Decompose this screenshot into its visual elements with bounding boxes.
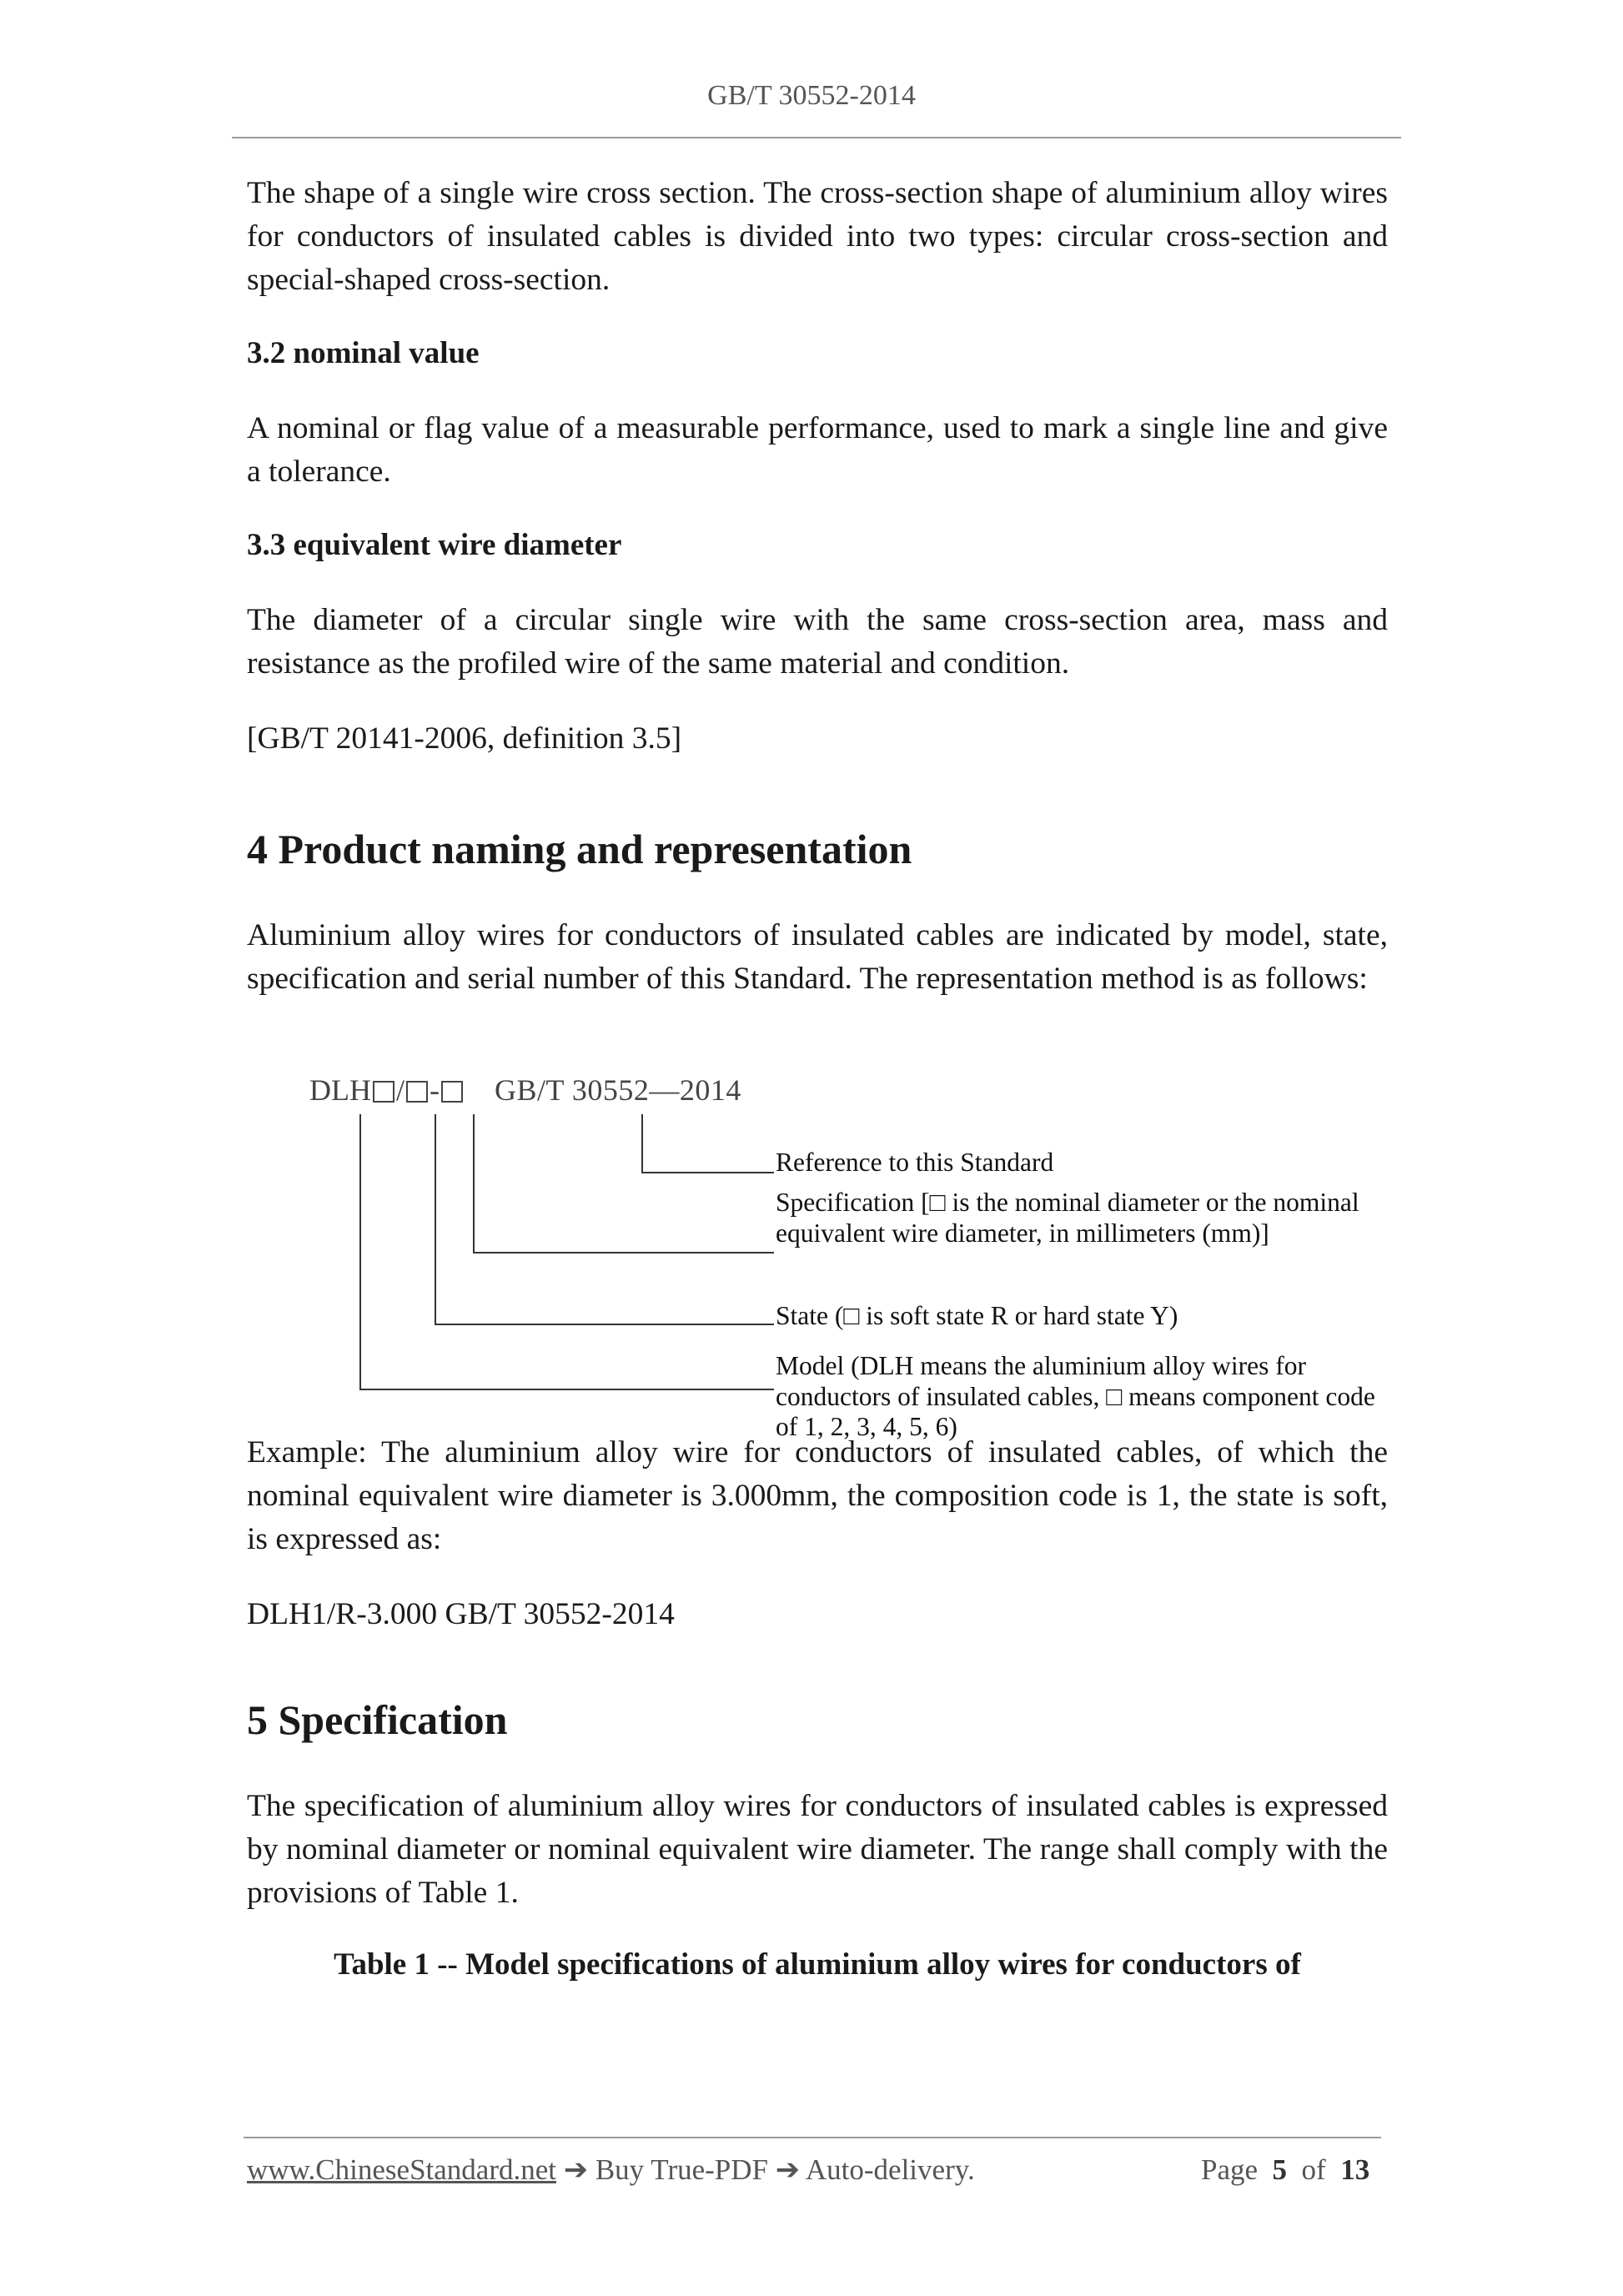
code-prefix: DLH xyxy=(309,1073,371,1107)
representation-diagram xyxy=(247,1049,1388,1441)
page-number: 5 xyxy=(1272,2153,1288,2186)
leader-specification xyxy=(474,1114,774,1253)
state-box xyxy=(406,1081,428,1103)
section-5-paragraph: The specification of aluminium alloy wires for conductors of insulated cables is expressed by nominal diameter or nominal equivalent wire diameter. The range shall comply with the provisions of Table 1. xyxy=(247,1789,1388,1910)
section-4-paragraph: Aluminium alloy wires for conductors of insulated cables are indicated by model, state, specification and serial number of this Standard. The representation method is as follows: xyxy=(247,918,1388,996)
page-word: Page xyxy=(1201,2153,1259,2186)
specification-box xyxy=(441,1081,463,1103)
of-word: of xyxy=(1301,2153,1326,2186)
designation-code xyxy=(309,1073,741,1108)
term-3-2-definition: A nominal or flag value of a measurable performance, used to mark a single line and give a tolerance. xyxy=(247,411,1388,489)
footer-divider xyxy=(244,2137,1381,2138)
code-slash: / xyxy=(396,1073,405,1107)
component-code-box xyxy=(373,1081,394,1103)
document-header xyxy=(0,80,1623,112)
term-3-2-heading: 3.2 nominal value xyxy=(247,336,480,370)
page-total: 13 xyxy=(1340,2153,1370,2186)
label-state: State (□ is soft state R or hard state Y) xyxy=(776,1301,1178,1330)
footer-promo xyxy=(247,2153,975,2187)
example-code: DLH1/R-3.000 GB/T 30552-2014 xyxy=(247,1597,675,1631)
site-link[interactable]: www.ChineseStandard.net xyxy=(247,2153,556,2186)
code-dash: - xyxy=(430,1073,440,1107)
code-standard: GB/T 30552—2014 xyxy=(495,1073,741,1107)
page-indicator xyxy=(1201,2153,1369,2187)
header-divider xyxy=(232,137,1401,138)
term-3-3-reference: [GB/T 20141-2006, definition 3.5] xyxy=(247,721,682,756)
leader-state xyxy=(435,1114,774,1324)
term-3-3-definition: The diameter of a circular single wire with the same cross-section area, mass and resistance as the profiled wire of the same material and condition. xyxy=(247,603,1388,681)
page-content xyxy=(247,172,1388,1987)
section-4-heading: 4 Product naming and representation xyxy=(247,826,912,872)
term-3-3-heading: 3.3 equivalent wire diameter xyxy=(247,528,622,562)
label-specification: Specification [□ is the nominal diameter or the nominal equivalent wire diameter, in millimeters (mm)] xyxy=(776,1188,1359,1248)
example-paragraph: Example: The aluminium alloy wire for conductors of insulated cables, of which the nominal equivalent wire diameter is 3.000mm, the composition code is 1, the state is soft, is expressed as: xyxy=(247,1435,1388,1556)
buy-pdf-text: ➔ Buy True-PDF xyxy=(556,2153,776,2186)
header-title: GB/T 30552-2014 xyxy=(707,80,916,111)
intro-paragraph: The shape of a single wire cross section. The cross-section shape of aluminium alloy wires for conductors of insulated cables is divided into two types: circular cross-section and special-shaped cross-section. xyxy=(247,176,1388,297)
leader-reference xyxy=(642,1114,774,1173)
auto-delivery-text: ➔ Auto-delivery. xyxy=(775,2153,975,2186)
table-1-caption: Table 1 -- Model specifications of aluminium alloy wires for conductors of xyxy=(334,1947,1301,1982)
label-model: Model (DLH means the aluminium alloy wires for conductors of insulated cables, □ means component code of 1, 2, 3, 4, 5, 6) xyxy=(776,1351,1375,1441)
section-5-heading: 5 Specification xyxy=(247,1696,508,1743)
label-reference: Reference to this Standard xyxy=(776,1148,1054,1177)
